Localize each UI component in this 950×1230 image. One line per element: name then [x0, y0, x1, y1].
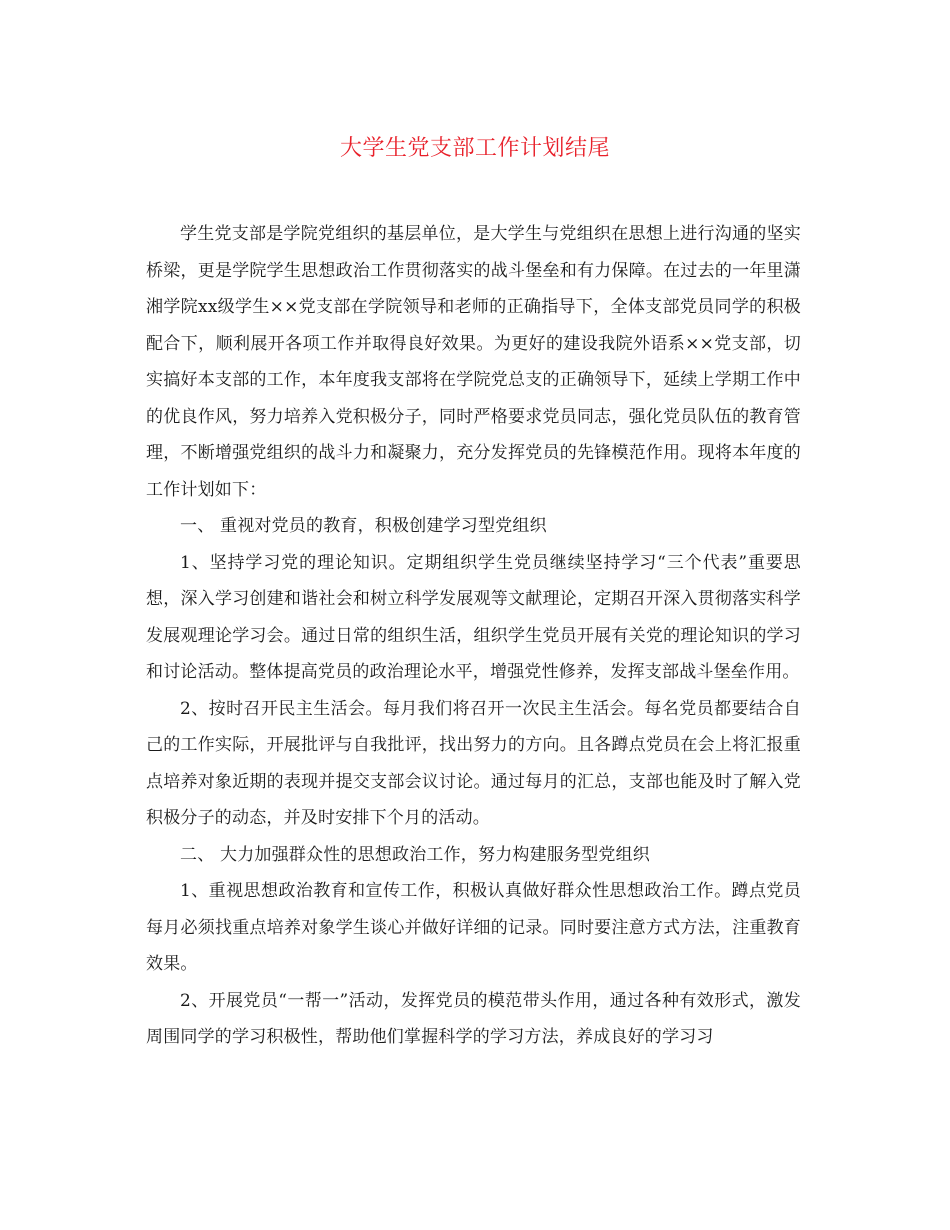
- section-1-item-2: 2、按时召开民主生活会。每月我们将召开一次民主生活会。每名党员都要结合自己的工作实际，开展批评与自我批评，找出努力的方向。且各蹲点党员在会上将汇报重点培养对象近期的表现并提交支部会议讨论。通过每月的汇总，支部也能及时了解入党积极分子的动态，并及时安排下个月的活动。: [146, 698, 801, 828]
- section-heading-1: 一、 重视对党员的教育，积极创建学习型党组织: [180, 516, 547, 536]
- document-body: [146, 216, 801, 1056]
- intro-paragraph: 学生党支部是学院党组织的基层单位，是大学生与党组织在思想上进行沟通的坚实桥梁，更是学院学生思想政治工作贯彻落实的战斗堡垒和有力保障。在过去的一年里潇湘学院xx级学生××党支部在学院领导和老师的正确指导下，全体支部党员同学的积极配合下，顺利展开各项工作并取得良好效果。为更好的建设我院外语系××党支部，切实搞好本支部的工作，本年度我支部将在学院党总支的正确领导下，延续上学期工作中的优良作风，努力培养入党积极分子，同时严格要求党员同志，强化党员队伍的教育管理，不断增强党组织的战斗力和凝聚力，充分发挥党员的先锋模范作用。现将本年度的工作计划如下：: [146, 224, 801, 500]
- section-2-item-1: 1、重视思想政治教育和宣传工作，积极认真做好群众性思想政治工作。蹲点党员每月必须找重点培养对象学生谈心并做好详细的记录。同时要注意方式方法，注重教育效果。: [146, 881, 801, 974]
- section-heading-2: 二、 大力加强群众性的思想政治工作，努力构建服务型党组织: [180, 844, 651, 865]
- section-2-item-2: 2、开展党员“一帮一”活动，发挥党员的模范带头作用，通过各种有效形式，激发周围同学的学习积极性，帮助他们掌握科学的学习方法，养成良好的学习习: [146, 990, 801, 1047]
- document-title: 大学生党支部工作计划结尾: [339, 136, 610, 161]
- section-1-item-1: 1、坚持学习党的理论知识。定期组织学生党员继续坚持学习“三个代表”重要思想，深入学习创建和谐社会和树立科学发展观等文献理论，定期召开深入贯彻落实科学发展观理论学习会。通过日常的组织生活，组织学生党员开展有关党的理论知识的学习和讨论活动。整体提高党员的政治理论水平，增强党性修养，发挥支部战斗堡垒作用。: [146, 552, 801, 682]
